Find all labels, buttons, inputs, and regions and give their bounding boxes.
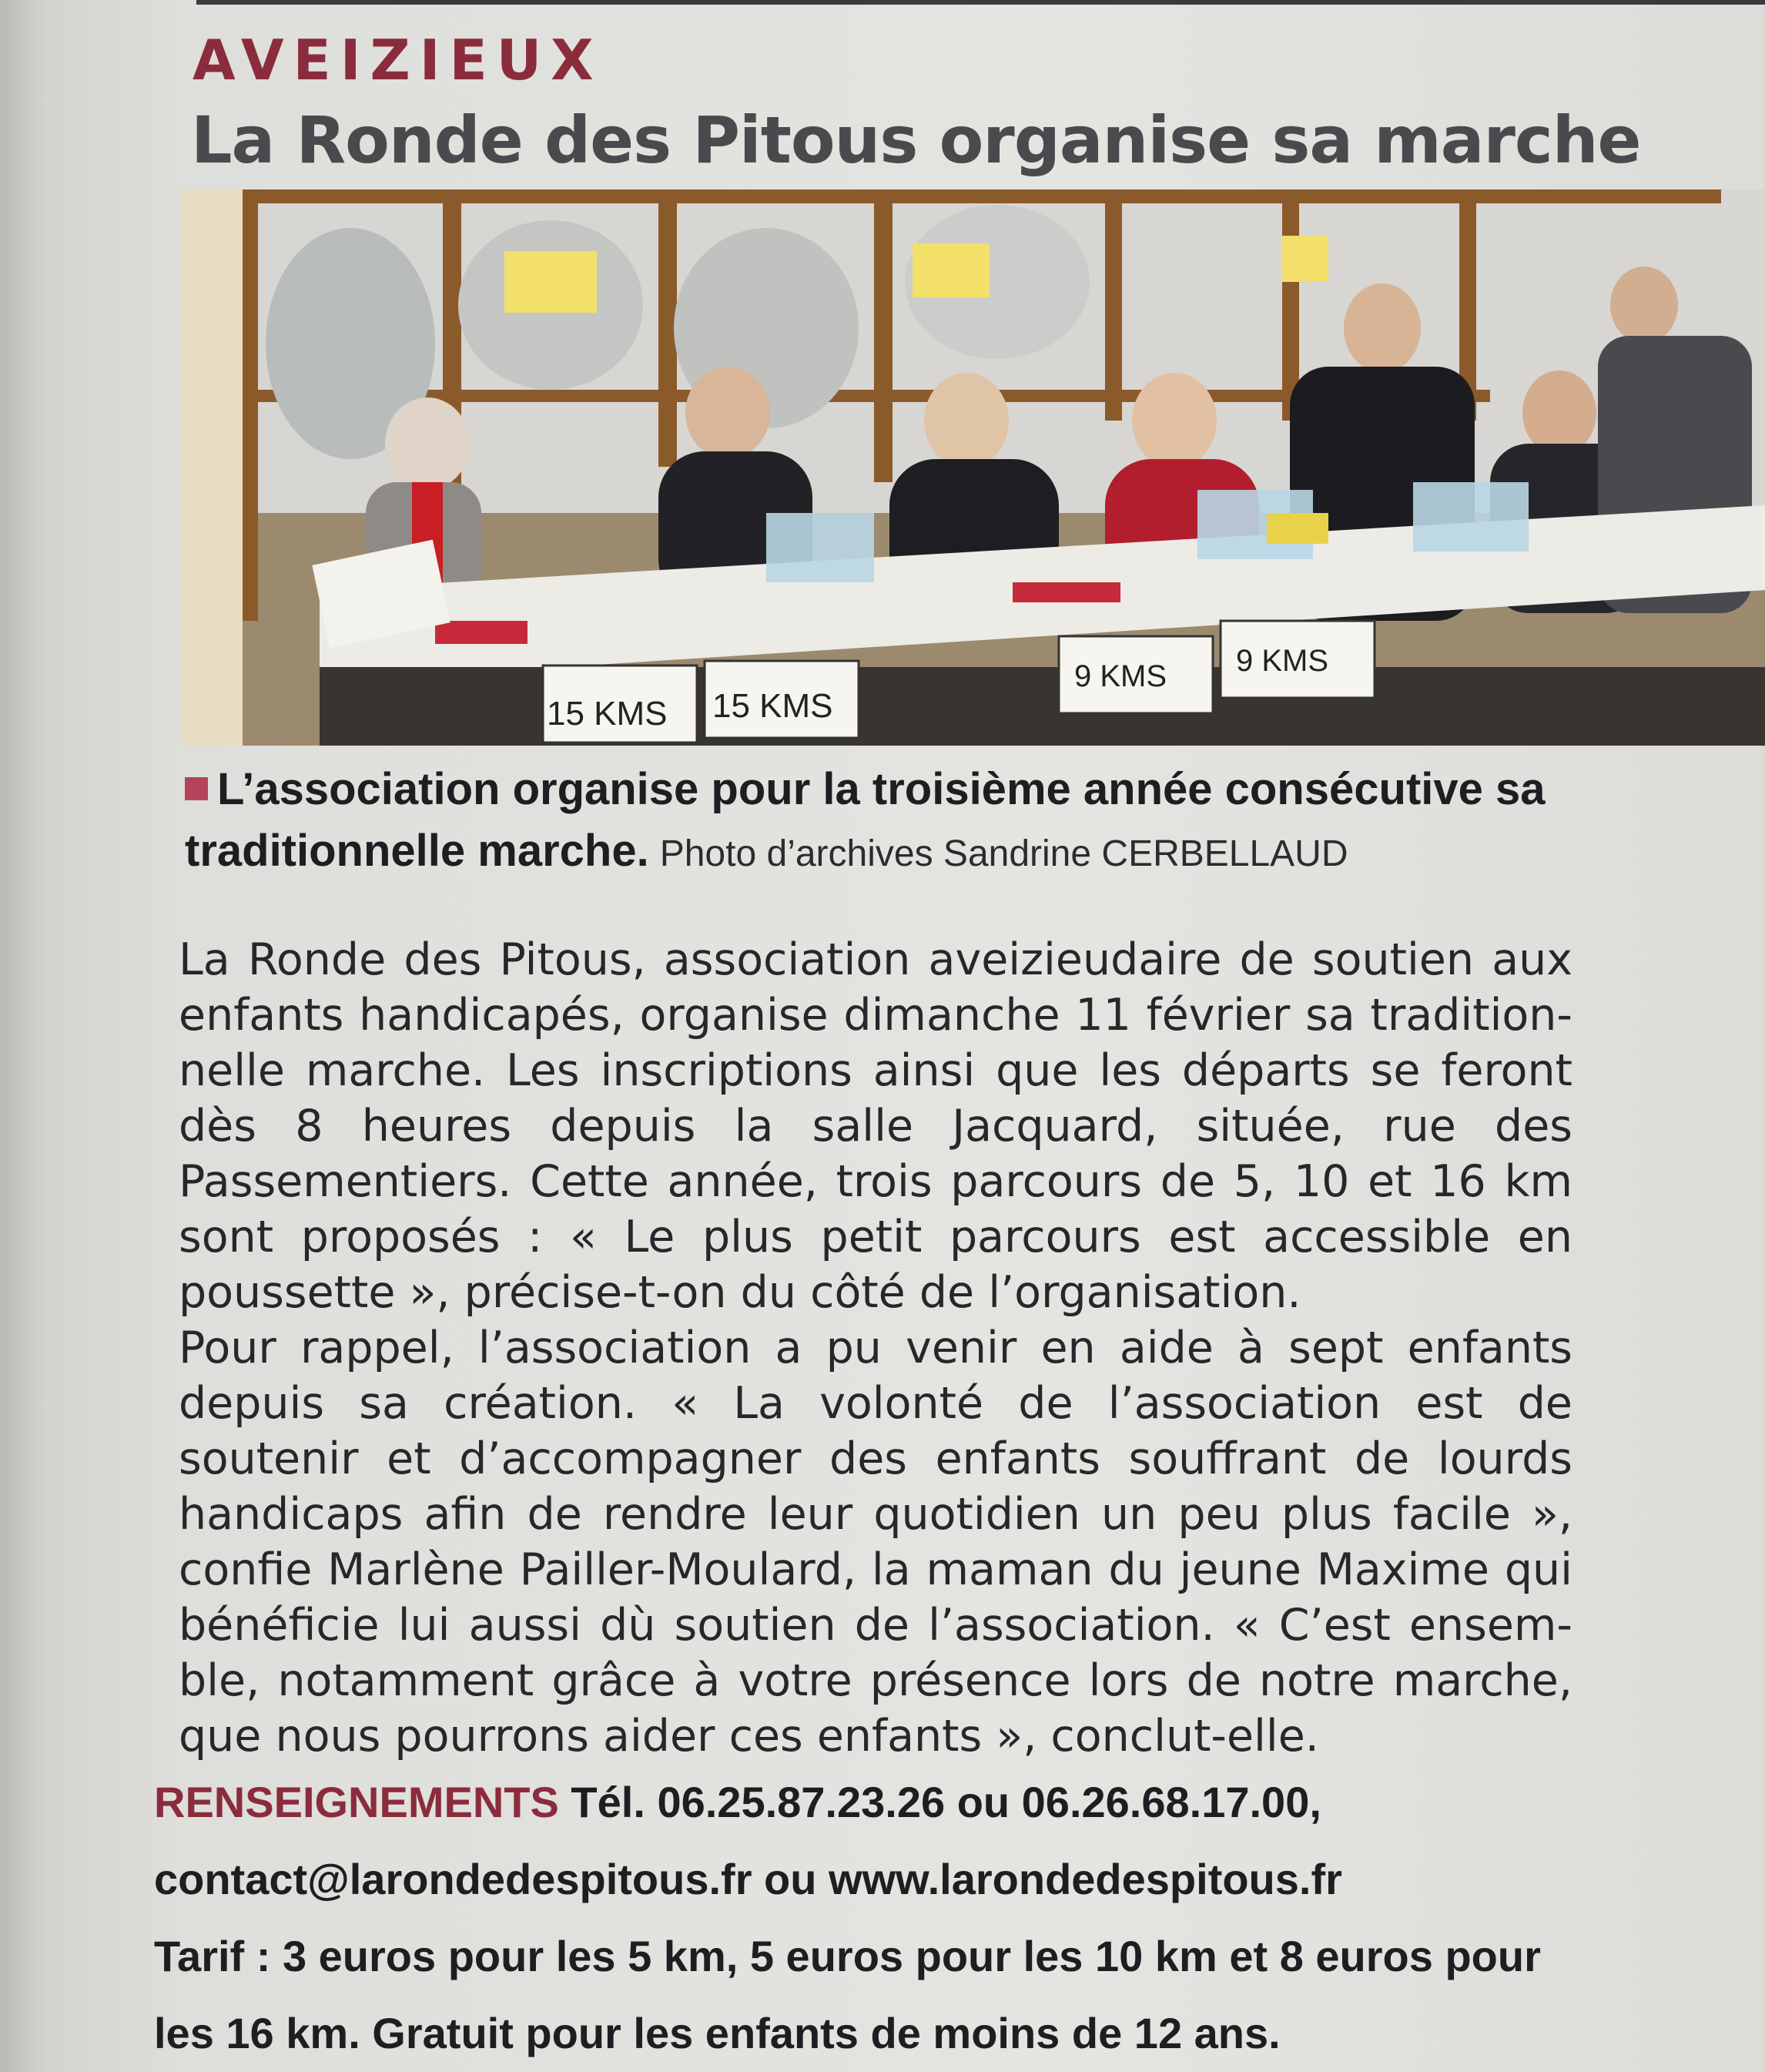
photo-sign-2: 15 KMS <box>712 687 833 725</box>
info-label: RENSEIGNEMENTS <box>154 1778 559 1826</box>
article-photo <box>181 189 1765 746</box>
article-headline: La Ronde des Pitous organise sa marche <box>191 102 1641 178</box>
info-phones: Tél. 06.25.87.23.26 ou 06.26.68.17.00, <box>571 1778 1321 1826</box>
photo-caption <box>185 759 1594 885</box>
info-row-phones <box>154 1764 1602 1841</box>
caption-lead: L’association organise pour la troisième année consécutive sa traditionnelle marche. <box>185 764 1546 876</box>
info-tarif-line-1: Tarif : 3 euros pour les 5 km, 5 euros pour les 10 km et 8 euros pour <box>154 1932 1541 1980</box>
info-box <box>154 1764 1602 2072</box>
article-paragraph-2: Pour rappel, l’association a pu venir en aide à sept enfants depuis sa création. « La volonté de l’association est de soutenir et d’accompagner des enfants souffrant de lourds handicaps afin de rendre leur quotidien un peu plus facile », confie Marlène Pailler-Moulard, la maman du jeune Maxime qui bénéficie lui aussi dù soutien de l’association. « C’est ensemble, notamment grâce à votre présence lors de notre marche, que nous pourrons aider ces enfants », conclut-elle. <box>179 1323 1572 1762</box>
photo-sign-1: 15 KMS <box>547 695 668 733</box>
section-kicker: AVEIZIEUX <box>193 28 603 92</box>
photo-credit: Photo d’archives Sandrine CERBELLAUD <box>659 833 1348 874</box>
top-rule <box>196 0 1765 5</box>
info-contacts: contact@larondedespitous.fr ou www.larondedespitous.fr <box>154 1855 1342 1903</box>
photo-sign-3: 9 KMS <box>1074 659 1167 693</box>
info-tarif-line-2: les 16 km. Gratuit pour les enfants de moins de 12 ans. <box>154 2009 1281 2057</box>
article-body <box>179 932 1572 1764</box>
caption-bullet-icon <box>185 777 208 800</box>
photo-sign-4: 9 KMS <box>1236 644 1329 678</box>
article-paragraph-1: La Ronde des Pitous, association aveizieudaire de soutien aux enfants handicapés, organise dimanche 11 février sa traditionnelle marche. Les inscriptions ainsi que les départs se feront dès 8 heures depuis la salle Jacquard, située, rue des Passementiers. Cette année, trois parcours de 5, 10 et 16 km sont proposés : « Le plus petit parcours est accessible en poussette », précise-t-on du côté de l’organisation. <box>179 934 1572 1318</box>
